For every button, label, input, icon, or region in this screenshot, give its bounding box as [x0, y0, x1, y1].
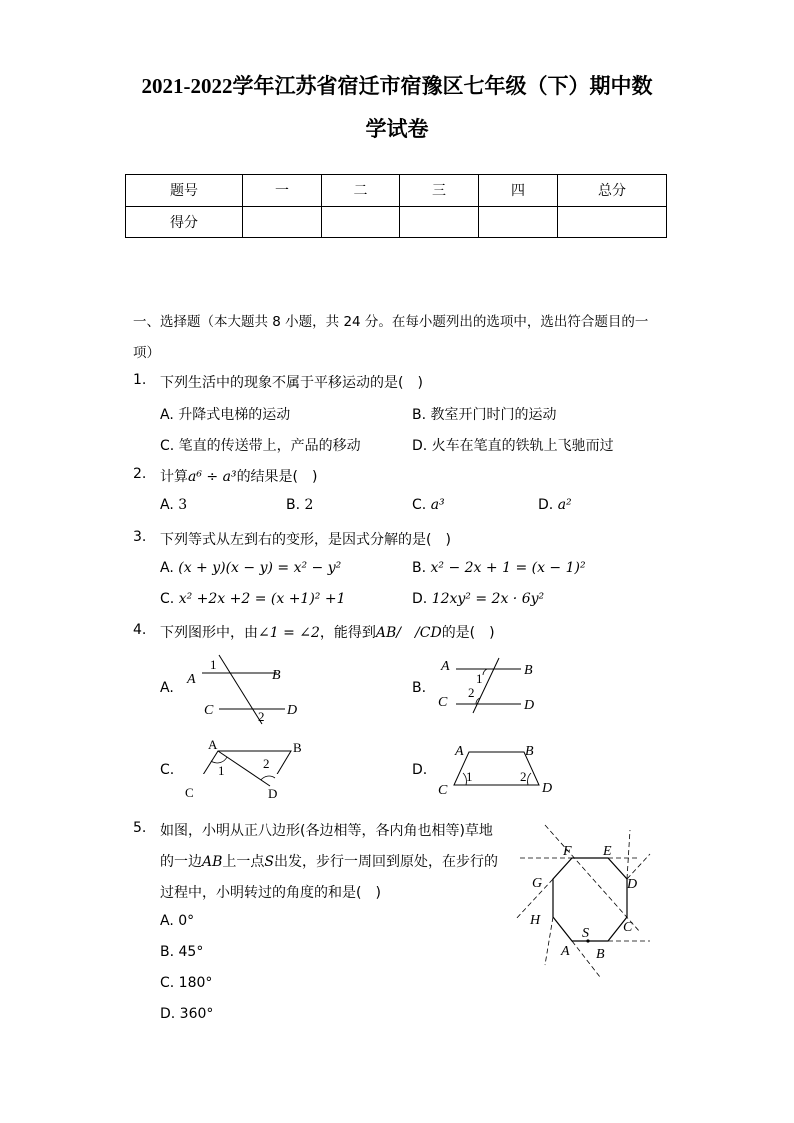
point-label: C — [438, 783, 448, 798]
option-b — [412, 560, 586, 576]
question-number: 3. — [133, 529, 147, 545]
score-header-cell: 一 — [243, 175, 322, 207]
point-label: A — [441, 659, 450, 674]
score-table — [125, 174, 667, 238]
stem-text: 的是( ) — [441, 625, 495, 641]
math-expression: ∠1 = ∠2 — [258, 625, 320, 641]
vertex-label: E — [603, 844, 612, 859]
option-value: 2 — [304, 497, 314, 513]
angle-label: 1 — [466, 769, 473, 784]
option-c: C. 笔直的传送带上，产品的移动 — [160, 438, 361, 454]
angle-label: 2 — [263, 756, 270, 771]
stem-text: ，能得到 — [319, 625, 376, 641]
math-expression: AB — [202, 854, 223, 870]
angle-label: 2 — [520, 769, 527, 784]
option-label: D. — [412, 591, 428, 607]
section-heading-line2: 项） — [133, 345, 160, 361]
option-label: D. — [538, 497, 554, 513]
angle-label: 2 — [258, 709, 265, 724]
stem-text: 下列图形中，由 — [160, 625, 258, 641]
option-label: B. — [412, 560, 427, 576]
point-label: B — [272, 668, 281, 683]
option-value: a³ — [430, 497, 445, 513]
score-cell — [479, 206, 558, 238]
score-header-cell: 四 — [479, 175, 558, 207]
question-stem: 下列生活中的现象不属于平移运动的是( ) — [160, 375, 423, 391]
vertex-label: A — [561, 944, 570, 959]
question-number: 5. — [133, 820, 147, 836]
octagon — [553, 858, 627, 941]
angle-label: 1 — [476, 671, 483, 686]
stem-text: 计算 — [160, 469, 188, 485]
vertex-label: H — [530, 913, 541, 928]
stem-text: 的一边 — [160, 854, 202, 870]
point-label: B — [524, 663, 533, 678]
point-label: A — [455, 744, 464, 759]
stem-text: 出发，步行一周回到原处，在步行的 — [274, 854, 498, 870]
option-value: a² — [557, 497, 572, 513]
figure-option-d — [436, 740, 566, 800]
score-header-cell: 二 — [322, 175, 400, 207]
option-c: C. — [160, 762, 175, 778]
angle-label: 1 — [218, 763, 225, 778]
paper-title-line1: 2021-2022学年江苏省宿迁市宿豫区七年级（下）期中数 — [141, 74, 653, 98]
angle-label: 2 — [468, 685, 475, 700]
option-b: B. 45° — [160, 944, 204, 960]
option-d: D. 360° — [160, 1006, 214, 1022]
dashed-extension — [627, 830, 630, 879]
math-expression: AB/ /CD — [375, 625, 442, 641]
option-a: A. 0° — [160, 913, 195, 929]
question-stem — [160, 466, 318, 486]
dashed-extension — [627, 854, 650, 879]
octagon-figure — [490, 820, 670, 980]
point-label: D — [524, 698, 535, 713]
question-stem-line1: 如图，小明从正八边形(各边相等，各内角也相等)草地 — [160, 823, 493, 839]
vertex-label: G — [532, 876, 543, 891]
question-number: 2. — [133, 466, 147, 482]
point-label: B — [525, 744, 534, 759]
math-expression: a⁶ ÷ a³ — [188, 469, 237, 485]
paper-title-line2: 学试卷 — [365, 117, 429, 141]
option-d — [412, 591, 544, 607]
figure-option-c-detail — [183, 738, 313, 800]
point-label: C — [204, 703, 214, 718]
option-label: A. — [160, 560, 174, 576]
score-cell — [558, 206, 667, 238]
question-stem-line2 — [160, 851, 498, 871]
math-expression: S — [264, 854, 274, 870]
option-a: A. 升降式电梯的运动 — [160, 407, 291, 423]
question-number: 1. — [133, 372, 147, 388]
question-stem-line3: 过程中，小明转过的角度的和是( ) — [160, 885, 381, 901]
figure-option-b — [436, 655, 556, 715]
question-number: 4. — [133, 622, 147, 638]
option-label: C. — [160, 591, 175, 607]
score-header-cell: 题号 — [126, 175, 243, 207]
point-label: A — [187, 672, 196, 687]
score-header-cell: 总分 — [558, 175, 667, 207]
score-row-label: 得分 — [126, 206, 243, 238]
angle-arc — [483, 669, 487, 675]
option-a — [160, 497, 187, 513]
point-label: A — [208, 738, 218, 752]
stem-text: 的结果是( ) — [236, 469, 318, 485]
option-b: B. 教室开门时门的运动 — [412, 407, 557, 423]
score-table-score-row — [126, 206, 667, 238]
option-value: 3 — [178, 497, 188, 513]
option-label: B. — [286, 497, 301, 513]
question-stem — [160, 622, 495, 642]
point-label: B — [293, 740, 302, 755]
point-label: D — [542, 781, 553, 796]
angle-arc — [527, 773, 531, 785]
vertex-label: D — [627, 877, 638, 892]
option-c — [160, 591, 346, 607]
option-a — [160, 560, 341, 576]
dashed-extension — [545, 917, 553, 965]
option-value: 12xy² = 2x · 6y² — [431, 591, 545, 607]
section-heading-line1: 一、选择题（本大题共 8 小题，共 24 分。在每小题列出的选项中，选出符合题目的一 — [133, 314, 649, 330]
angle-arc — [261, 776, 275, 780]
point-label: C — [438, 695, 448, 710]
vertex-label: F — [563, 844, 572, 859]
option-d — [538, 497, 572, 513]
point-label: D — [268, 786, 278, 800]
option-d: D. — [412, 762, 428, 778]
score-table-header-row — [126, 175, 667, 207]
score-cell — [322, 206, 400, 238]
point-label: S — [582, 926, 589, 941]
option-value: (x + y)(x − y) = x² − y² — [178, 560, 342, 576]
score-cell — [400, 206, 479, 238]
stem-text: 上一点 — [222, 854, 265, 870]
question-stem: 下列等式从左到右的变形，是因式分解的是( ) — [160, 532, 451, 548]
option-label: A. — [160, 497, 174, 513]
option-label: C. — [412, 497, 427, 513]
option-value: x² +2x +2 = (x +1)² +1 — [178, 591, 346, 607]
option-c — [412, 497, 445, 513]
vertex-label: B — [596, 947, 605, 962]
vertex-label: C — [623, 920, 633, 935]
transversal — [219, 655, 262, 724]
option-b — [286, 497, 313, 513]
score-header-cell: 三 — [400, 175, 479, 207]
figure-option-a — [182, 652, 312, 727]
point-label: C — [185, 785, 194, 800]
score-cell — [243, 206, 322, 238]
option-value: x² − 2x + 1 = (x − 1)² — [430, 560, 586, 576]
point-label: D — [287, 703, 298, 718]
option-a: A. — [160, 680, 174, 696]
option-c: C. 180° — [160, 975, 213, 991]
option-d: D. 火车在笔直的铁轨上飞驰而过 — [412, 438, 614, 454]
angle-label: 1 — [210, 657, 217, 672]
option-b: B. — [412, 680, 427, 696]
